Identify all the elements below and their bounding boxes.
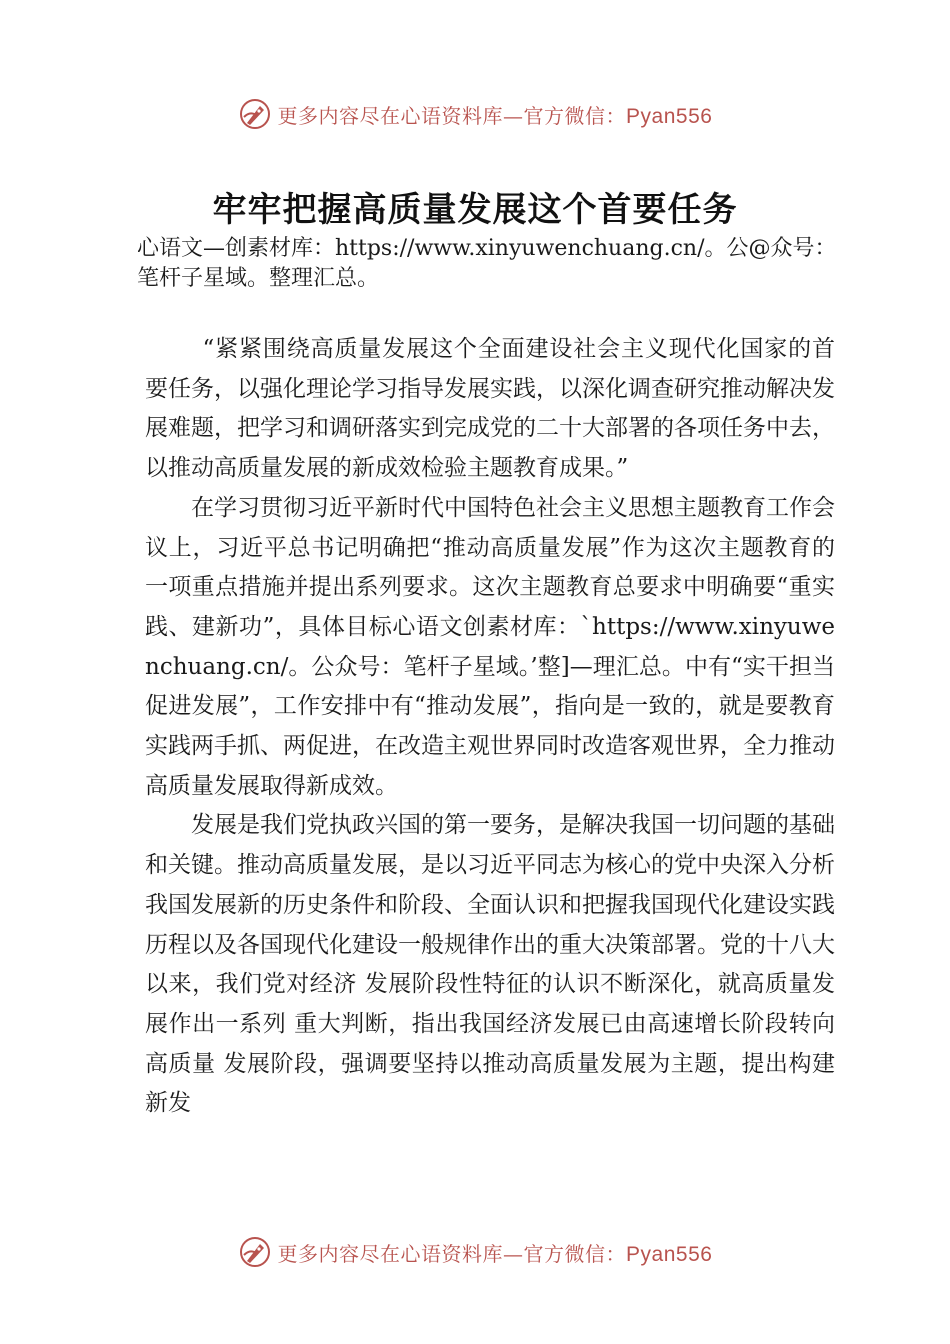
document-title: 牢牢把握高质量发展这个首要任务 — [212, 190, 738, 230]
watermark-banner-bottom — [0, 1232, 950, 1272]
watermark-text: 更多内容尽在心语资料库—官方微信：Pyan556 — [277, 103, 713, 128]
pen-nib-logo-icon — [238, 97, 272, 131]
paragraph-quote: “紧紧围绕高质量发展这个全面建设社会主义现代化国家的首要任务，以强化理论学习指导发展实践，以深化调查研究推动解决发展难题，把学习和调研落实到完成党的二十大部署的各项任务中去，以推动高质量发展的新成效检验主题教育成果。” — [145, 336, 835, 482]
paragraph: 在学习贯彻习近平新时代中国特色社会主义思想主题教育工作会议上，习近平总书记明确把“推动高质量发展”作为这次主题教育的一项重点措施并提出系列要求。这次主题教育总要求中明确要“重实践、建新功”，具体目标心语文创素材库：`https://www.xinyuwenchuang.cn/。公众号：笔杆子星域。’整]—理汇总。中有“实干担当促进发展”，工作安排中有“推动发展”，指向是一致的，就是要教育实践两手抓、两促进，在改造主观世界同时改造客观世界，全力推动高质量发展取得新成效。 — [145, 494, 835, 799]
document-body — [145, 330, 835, 1124]
watermark-banner-top — [0, 94, 950, 134]
source-line: 心语文—创素材库：https://www.xinyuwenchuang.cn/。公@众号：笔杆子星域。整理汇总。 — [137, 236, 837, 291]
watermark-text: 更多内容尽在心语资料库—官方微信：Pyan556 — [277, 1241, 713, 1266]
paragraph: 发展是我们党执政兴国的第一要务，是解决我国一切问题的基础和关键。推动高质量发展，是以习近平同志为核心的党中央深入分析我国发展新的历史条件和阶段、全面认识和把握我国现代化建设实践历程以及各国现代化建设一般规律作出的重大决策部署。党的十八大以来，我们党对经济 发展阶段性特征的认识不断深化，就高质量发展作出一系列 重大判断，指出我国经济发展已由高速增长阶段转向高质量 发展阶段，强调要坚持以推动高质量发展为主题，提出构建 新发 — [145, 812, 835, 1117]
pen-nib-logo-icon — [238, 1235, 272, 1269]
